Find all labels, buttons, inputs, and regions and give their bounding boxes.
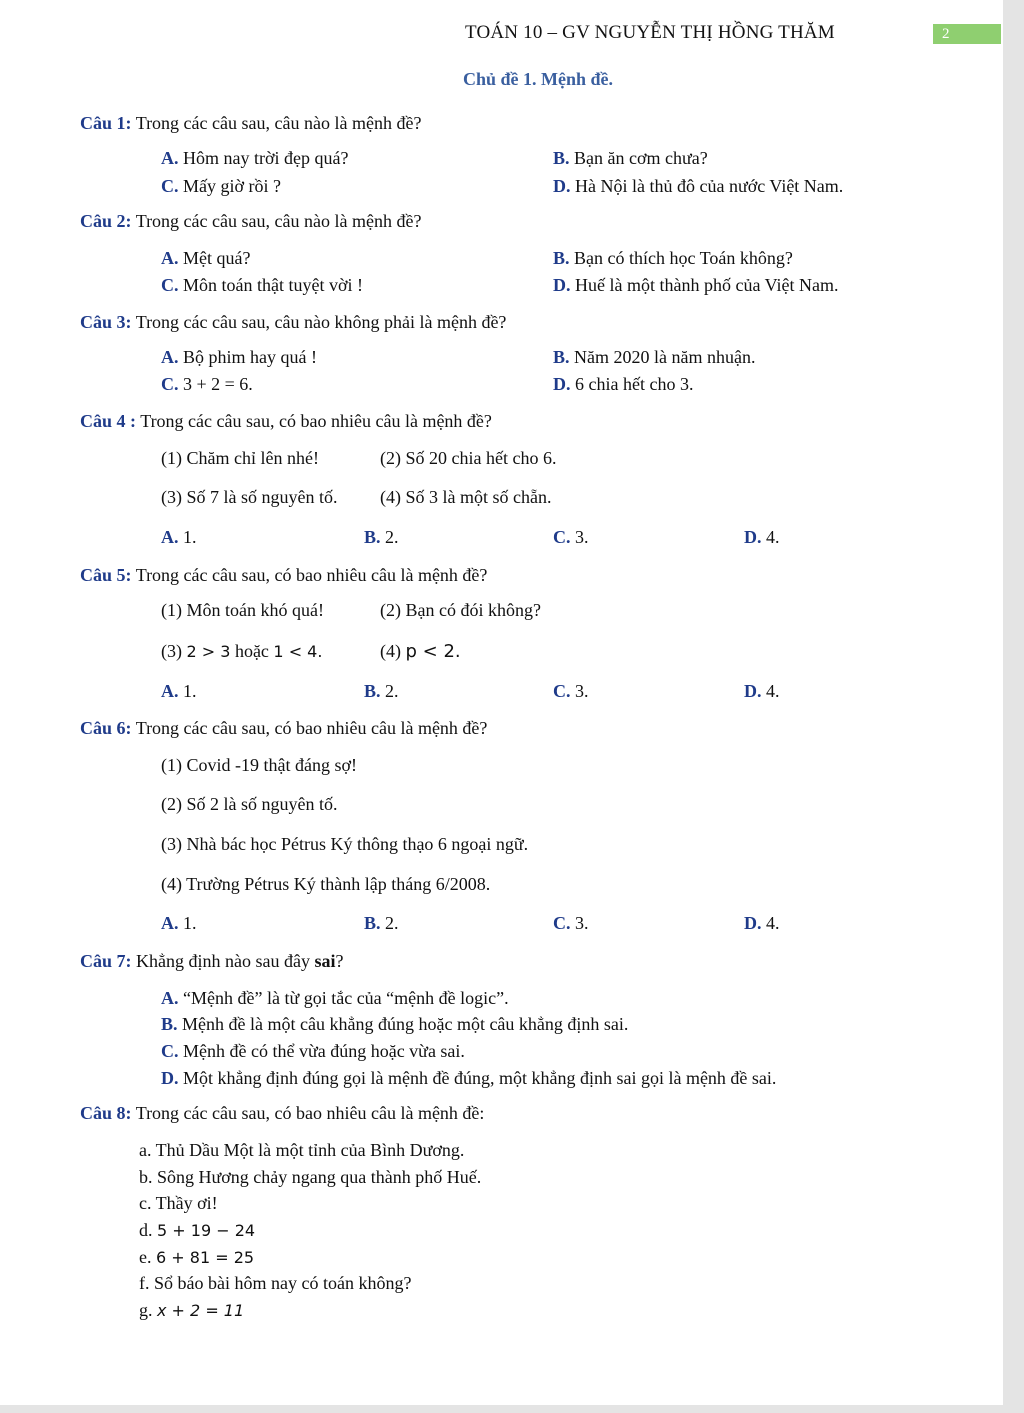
q8-item-a: a. Thủ Dầu Một là một tỉnh của Bình Dương. xyxy=(139,1140,465,1160)
question-text: Trong các câu sau, có bao nhiêu câu là mệnh đề? xyxy=(135,718,488,738)
q8-item-d: d. 5 + 19 − 24 xyxy=(139,1220,256,1240)
question-label: Câu 5: xyxy=(80,565,132,585)
q3-option-a: A. Bộ phim hay quá ! xyxy=(161,347,317,367)
question-label: Câu 1: xyxy=(80,113,132,133)
q3-option-b: B. Năm 2020 là năm nhuận. xyxy=(553,347,756,367)
question-7: Câu 7: Khẳng định nào sau đây sai? xyxy=(80,951,344,971)
q1-option-c: C. Mấy giờ rồi ? xyxy=(161,176,281,196)
q4-option-a: A. 1. xyxy=(161,527,197,547)
q5-option-c: C. 3. xyxy=(553,681,589,701)
q2-option-b: B. Bạn có thích học Toán không? xyxy=(553,248,793,268)
page-header: TOÁN 10 – GV NGUYỄN THỊ HỒNG THĂM xyxy=(465,22,835,43)
q5-statement-3: (3) 2 > 3 hoặc 1 < 4. xyxy=(161,641,323,661)
q4-option-c: C. 3. xyxy=(553,527,589,547)
q5-statement-2: (2) Bạn có đói không? xyxy=(380,600,541,620)
question-text: Trong các câu sau, câu nào là mệnh đề? xyxy=(135,113,422,133)
question-4 xyxy=(80,410,492,432)
q5-option-d: D. 4. xyxy=(744,681,780,701)
question-label: Câu 7: xyxy=(80,951,132,971)
q5-option-b: B. 2. xyxy=(364,681,399,701)
q2-option-c: C. Môn toán thật tuyệt vời ! xyxy=(161,275,363,295)
q6-option-d: D. 4. xyxy=(744,913,780,933)
page-number-badge: 2 xyxy=(933,24,1001,44)
page-shadow-bottom xyxy=(0,1405,1024,1413)
question-text: Trong các câu sau, có bao nhiêu câu là mệnh đề? xyxy=(140,411,492,431)
topic-title: Chủ đề 1. Mệnh đề. xyxy=(463,69,614,89)
question-label: Câu 4 : xyxy=(80,411,137,431)
question-label: Câu 8: xyxy=(80,1103,132,1123)
question-text: Trong các câu sau, câu nào là mệnh đề? xyxy=(135,211,422,231)
question-label: Câu 2: xyxy=(80,211,132,231)
question-1 xyxy=(80,112,421,134)
question-6 xyxy=(80,717,487,739)
question-text: Trong các câu sau, có bao nhiêu câu là mệnh đề: xyxy=(135,1103,485,1123)
q7-option-d: D. Một khẳng định đúng gọi là mệnh đề đúng, một khẳng định sai gọi là mệnh đề sai. xyxy=(161,1068,777,1088)
q8-item-e: e. 6 + 81 = 25 xyxy=(139,1247,255,1267)
question-text: Trong các câu sau, có bao nhiêu câu là mệnh đề? xyxy=(135,565,488,585)
q4-statement-4: (4) Số 3 là một số chẵn. xyxy=(380,487,552,507)
q6-option-b: B. 2. xyxy=(364,913,399,933)
q3-option-d: D. 6 chia hết cho 3. xyxy=(553,374,694,394)
question-5 xyxy=(80,564,487,586)
q5-statement-4: (4) p < 2. xyxy=(380,641,461,662)
q4-option-b: B. 2. xyxy=(364,527,399,547)
q8-item-b: b. Sông Hương chảy ngang qua thành phố Huế. xyxy=(139,1167,482,1187)
question-3 xyxy=(80,311,506,333)
q4-option-d: D. 4. xyxy=(744,527,780,547)
q7-option-c: C. Mệnh đề có thể vừa đúng hoặc vừa sai. xyxy=(161,1041,465,1061)
q6-option-a: A. 1. xyxy=(161,913,197,933)
q7-option-b: B. Mệnh đề là một câu khẳng đúng hoặc một câu khẳng định sai. xyxy=(161,1014,629,1034)
q5-option-a: A. 1. xyxy=(161,681,197,701)
q8-item-g: g. x + 2 = 11 xyxy=(139,1300,245,1320)
q3-option-c: C. 3 + 2 = 6. xyxy=(161,374,253,394)
q8-item-f: f. Sổ báo bài hôm nay có toán không? xyxy=(139,1273,412,1293)
question-label: Câu 3: xyxy=(80,312,132,332)
question-2 xyxy=(80,210,421,232)
q1-option-b: B. Bạn ăn cơm chưa? xyxy=(553,148,708,168)
q1-option-d: D. Hà Nội là thủ đô của nước Việt Nam. xyxy=(553,176,844,196)
q7-option-a: A. “Mệnh đề” là từ gọi tắc của “mệnh đề logic”. xyxy=(161,988,509,1008)
q4-statement-1: (1) Chăm chỉ lên nhé! xyxy=(161,448,319,468)
q8-item-c: c. Thầy ơi! xyxy=(139,1193,218,1213)
q4-statement-2: (2) Số 20 chia hết cho 6. xyxy=(380,448,557,468)
q6-statement-4: (4) Trường Pétrus Ký thành lập tháng 6/2008. xyxy=(161,874,491,894)
q4-statement-3: (3) Số 7 là số nguyên tố. xyxy=(161,487,338,507)
question-text: Trong các câu sau, câu nào không phải là mệnh đề? xyxy=(135,312,507,332)
question-label: Câu 6: xyxy=(80,718,132,738)
question-8 xyxy=(80,1102,484,1124)
q6-statement-3: (3) Nhà bác học Pétrus Ký thông thạo 6 ngoại ngữ. xyxy=(161,834,529,854)
page-shadow-right xyxy=(1003,0,1024,1413)
q6-option-c: C. 3. xyxy=(553,913,589,933)
q2-option-a: A. Mệt quá? xyxy=(161,248,251,268)
q6-statement-2: (2) Số 2 là số nguyên tố. xyxy=(161,794,338,814)
q1-option-a: A. Hôm nay trời đẹp quá? xyxy=(161,148,349,168)
q2-option-d: D. Huế là một thành phố của Việt Nam. xyxy=(553,275,839,295)
q6-statement-1: (1) Covid -19 thật đáng sợ! xyxy=(161,755,357,775)
q5-statement-1: (1) Môn toán khó quá! xyxy=(161,600,324,620)
